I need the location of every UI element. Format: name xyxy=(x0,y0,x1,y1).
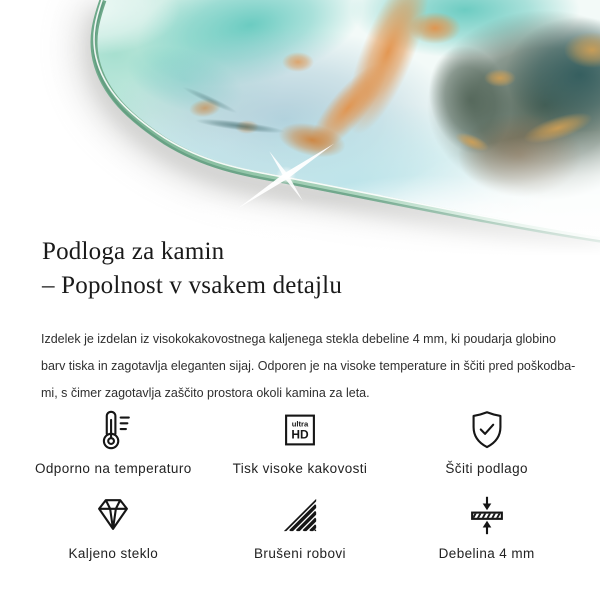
page-title-line2: – Popolnost v vsakem detajlu xyxy=(42,272,343,299)
feature-label: Brušeni robovi xyxy=(254,546,346,561)
svg-text:ultra: ultra xyxy=(291,419,309,429)
svg-text:HD: HD xyxy=(291,427,309,442)
feature-print-quality xyxy=(207,404,394,476)
feature-grid xyxy=(20,404,580,561)
description-line: barv tiska in zagotavlja eleganten sijaj. Odporen je na visoke temperature in ščiti pred poškodba- xyxy=(41,358,576,373)
feature-tempered-glass xyxy=(20,489,207,561)
feature-beveled-edges xyxy=(207,489,394,561)
feature-label: Ščiti podlago xyxy=(445,461,528,476)
beveled-edges-icon xyxy=(277,489,323,541)
feature-label: Kaljeno steklo xyxy=(68,546,159,561)
glass-panel-illustration xyxy=(0,0,600,256)
product-description xyxy=(41,326,581,407)
description-line: Izdelek je izdelan iz visokokakovostnega kaljenega stekla debeline 4 mm, ki poudarja globino xyxy=(41,331,556,346)
feature-label: Debelina 4 mm xyxy=(438,546,535,561)
page-title xyxy=(42,235,342,303)
ultra-hd-icon xyxy=(277,404,323,456)
description-line: mi, s čimer zagotavlja zaščito prostora okoli kamina za leta. xyxy=(41,385,370,400)
product-image xyxy=(0,0,600,256)
page-title-line1: Podloga za kamin xyxy=(42,238,225,265)
thickness-icon xyxy=(464,489,510,541)
thermometer-icon xyxy=(90,404,136,456)
shield-check-icon xyxy=(464,404,510,456)
feature-label: Tisk visoke kakovosti xyxy=(232,461,368,476)
feature-thickness xyxy=(393,489,580,561)
feature-protection xyxy=(393,404,580,476)
diamond-icon xyxy=(90,489,136,541)
feature-label: Odporno na temperaturo xyxy=(35,461,192,476)
feature-temperature xyxy=(20,404,207,476)
